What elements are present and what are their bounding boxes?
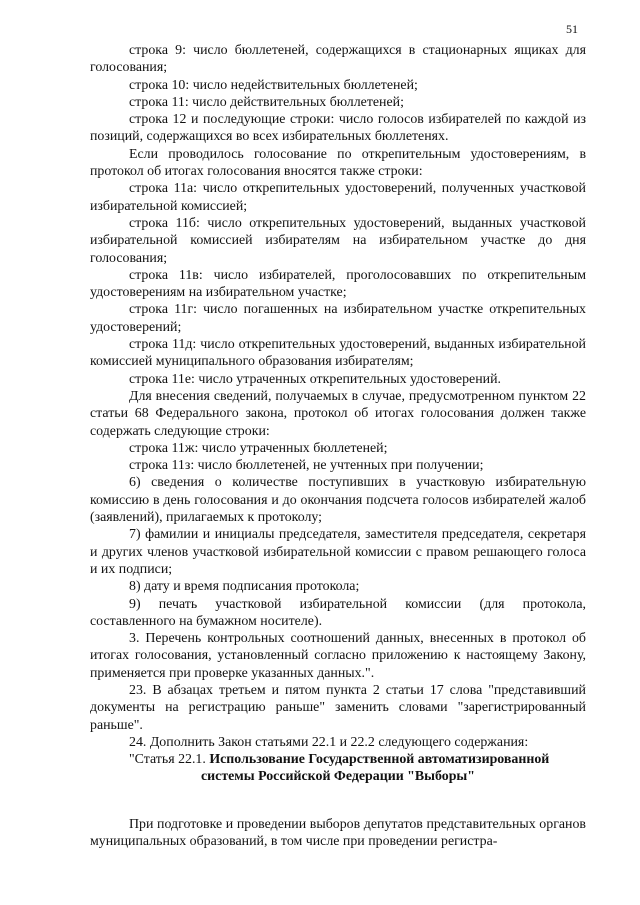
- paragraph: 23. В абзацах третьем и пятом пункта 2 статьи 17 слова "представивший документы на регистрацию раньше" заменить словами "зарегистрированный раньше".: [90, 682, 586, 733]
- paragraph: строка 11з: число бюллетеней, не учтенных при получении;: [129, 458, 484, 474]
- paragraph: строка 10: число недействительных бюллетеней;: [129, 77, 418, 93]
- paragraph: Если проводилось голосование по открепительным удостоверениям, в протокол об итогах голосования вносятся также строки:: [90, 146, 586, 180]
- document-body: [90, 42, 586, 850]
- paragraph: строка 11ж: число утраченных бюллетеней;: [129, 440, 388, 456]
- paragraph: строка 11в: число избирателей, проголосовавших по открепительным удостоверениям на избирательном участке;: [90, 267, 586, 301]
- paragraph: 3. Перечень контрольных соотношений данных, внесенных в протокол об итогах голосования, установленный согласно приложению к настоящему Закону, применяется при проверке указанных данных.".: [90, 631, 586, 681]
- paragraph: строка 11б: число открепительных удостоверений, выданных участковой избирательной комиссией избирателям на избирательном участке до дня голосования;: [90, 215, 586, 266]
- paragraph: строка 12 и последующие строки: число голосов избирателей по каждой из позиций, содержащихся во всех избирательных бюллетенях.: [90, 112, 586, 145]
- paragraph: 7) фамилии и инициалы председателя, заместителя председателя, секретаря и других членов участковой избирательной комиссии с правом решающего голоса и их подписи;: [90, 527, 586, 577]
- paragraph: 9) печать участковой избирательной комиссии (для протокола, составленного на бумажном носителе).: [90, 596, 586, 629]
- paragraph: строка 11г: число погашенных на избирательном участке открепительных удостоверений;: [90, 302, 586, 335]
- article-title-line1: Использование Государственной автоматизированной: [209, 752, 550, 768]
- paragraph: 8) дату и время подписания протокола;: [129, 579, 360, 595]
- paragraph: 6) сведения о количестве поступивших в участковую избирательную комиссию в день голосования и до окончания подсчета голосов избирателей жалоб (заявлений), прилагаемых к протоколу;: [90, 475, 586, 526]
- page-number: 51: [566, 22, 578, 36]
- paragraph: строка 11е: число утраченных открепительных удостоверений.: [129, 371, 501, 387]
- article-heading: [90, 751, 586, 768]
- paragraph: При подготовке и проведении выборов депутатов представительных органов муниципальных образований, в том числе при проведении регистра-: [90, 816, 586, 850]
- paragraph: строка 11а: число открепительных удостоверений, полученных участковой избирательной комиссией;: [90, 181, 586, 214]
- paragraph: 24. Дополнить Закон статьями 22.1 и 22.2 следующего содержания:: [129, 734, 529, 750]
- article-title-line2: системы Российской Федерации "Выборы": [200, 769, 475, 785]
- paragraph: Для внесения сведений, получаемых в случае, предусмотренном пунктом 22 статьи 68 Федерального закона, протокол об итогах голосования должен также содержать следующие строки:: [90, 388, 586, 439]
- paragraph: строка 9: число бюллетеней, содержащихся в стационарных ящиках для голосования;: [90, 43, 586, 76]
- article-prefix: "Статья 22.1.: [129, 752, 210, 768]
- paragraph: строка 11д: число открепительных удостоверений, выданных избирательной комиссией муниципального образования избирателям;: [90, 337, 586, 370]
- paragraph: строка 11: число действительных бюллетеней;: [129, 94, 404, 110]
